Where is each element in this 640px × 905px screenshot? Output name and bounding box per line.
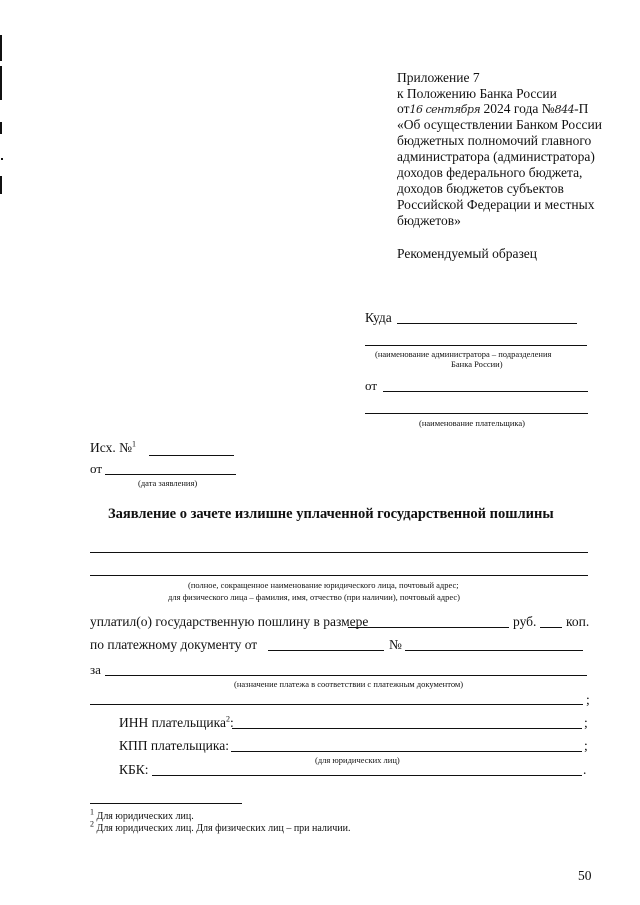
applicant-caption: (полное, сокращенное наименование юридического лица, почтовый адрес; [188,580,459,590]
payment-doc-number-field[interactable] [405,650,583,651]
appendix-title-line: «Об осуществлении Банком России [397,117,602,132]
from-label: от [365,378,378,393]
purpose-end-semicolon: ; [586,692,590,707]
applicant-caption: для физического лица – фамилия, имя, отчество (при наличии), почтовый адрес) [168,592,460,602]
payment-doc-number-label: № [389,637,402,652]
applicant-name-field[interactable] [90,552,588,553]
purpose-label: за [90,662,101,677]
outgoing-number-label [90,440,136,456]
inn-end: ; [584,715,588,730]
footnote-mark-2: 2 [225,714,230,724]
kpp-caption: (для юридических лиц) [315,755,400,765]
handwritten-number: 844 [554,103,575,116]
scan-edge-mark [0,66,2,100]
kpp-end: ; [584,738,588,753]
amount-kop-field[interactable] [540,627,562,628]
from-field-line2[interactable] [365,413,588,414]
date-year: 2024 года № [483,101,555,116]
purpose-field[interactable] [105,675,587,676]
from-caption: (наименование плательщика) [419,418,525,428]
date-prefix: от [397,101,410,116]
appendix-title-line: доходов федерального бюджета, [397,165,583,180]
footnote-mark-1: 1 [131,439,136,449]
outgoing-date-caption: (дата заявления) [138,478,198,488]
appendix-title-line: администратора (администратора) [397,149,595,164]
scan-edge-mark [1,158,3,160]
payment-doc-date-field[interactable] [268,650,384,651]
to-caption: (наименование администратора – подразделения [375,349,552,359]
outgoing-number-field[interactable] [149,455,234,456]
scan-edge-mark [0,122,2,134]
kbk-label: КБК: [119,762,149,777]
purpose-caption: (назначение платежа в соответствии с платежным документом) [234,679,464,689]
kbk-end: . [583,762,587,777]
page-number: 50 [578,868,592,883]
page-title: Заявление о зачете излишне уплаченной государственной пошлины [108,506,554,522]
scan-edge-mark [0,35,2,61]
inn-label-text: ИНН плательщика [119,715,226,730]
appendix-title-line: доходов бюджетов субъектов [397,181,564,196]
kpp-field[interactable] [231,751,582,752]
kpp-label: КПП плательщика: [119,738,229,753]
rub-label: руб. [513,614,537,629]
kbk-field[interactable] [152,775,582,776]
applicant-name-field-line2[interactable] [90,575,588,576]
purpose-field-line2[interactable] [90,704,583,705]
to-field[interactable] [397,323,577,324]
kop-label: коп. [566,614,590,629]
appendix-title-line: бюджетов» [397,213,461,228]
footnote-2-mark: 2 [90,819,94,829]
footnote-2-text: Для юридических лиц. Для физических лиц – при наличии. [96,823,351,834]
to-caption: Банка России) [451,359,503,369]
appendix-title-line: Российской Федерации и местных [397,197,595,212]
to-field-line2[interactable] [365,345,587,346]
payment-doc-text: по платежному документу от [90,637,258,652]
paid-amount-text: уплатил(о) государственную пошлину в размере [90,614,369,629]
recommended-sample: Рекомендуемый образец [397,246,538,261]
footnote-separator [90,803,242,804]
handwritten-date: 16 сентября [409,103,481,116]
appendix-title-line: бюджетных полномочий главного [397,133,592,148]
footnote-1-text: Для юридических лиц. [96,811,194,822]
appendix-regulation: к Положению Банка России [397,86,557,101]
outgoing-date-label: от [90,461,103,476]
scan-edge-mark [0,176,2,194]
footnote-2 [90,819,351,834]
appendix-number: Приложение 7 [397,70,480,85]
from-field[interactable] [383,391,588,392]
inn-colon: : [229,715,234,730]
appendix-date-line [397,101,588,117]
outgoing-label-text: Исх. № [90,440,132,455]
footnote-1-mark: 1 [90,807,94,817]
inn-label [119,715,234,731]
amount-rub-field[interactable] [348,627,509,628]
inn-field[interactable] [232,728,582,729]
footnote-1 [90,807,194,822]
outgoing-date-field[interactable] [105,474,236,475]
number-suffix: -П [574,101,589,116]
to-label: Куда [365,310,392,325]
